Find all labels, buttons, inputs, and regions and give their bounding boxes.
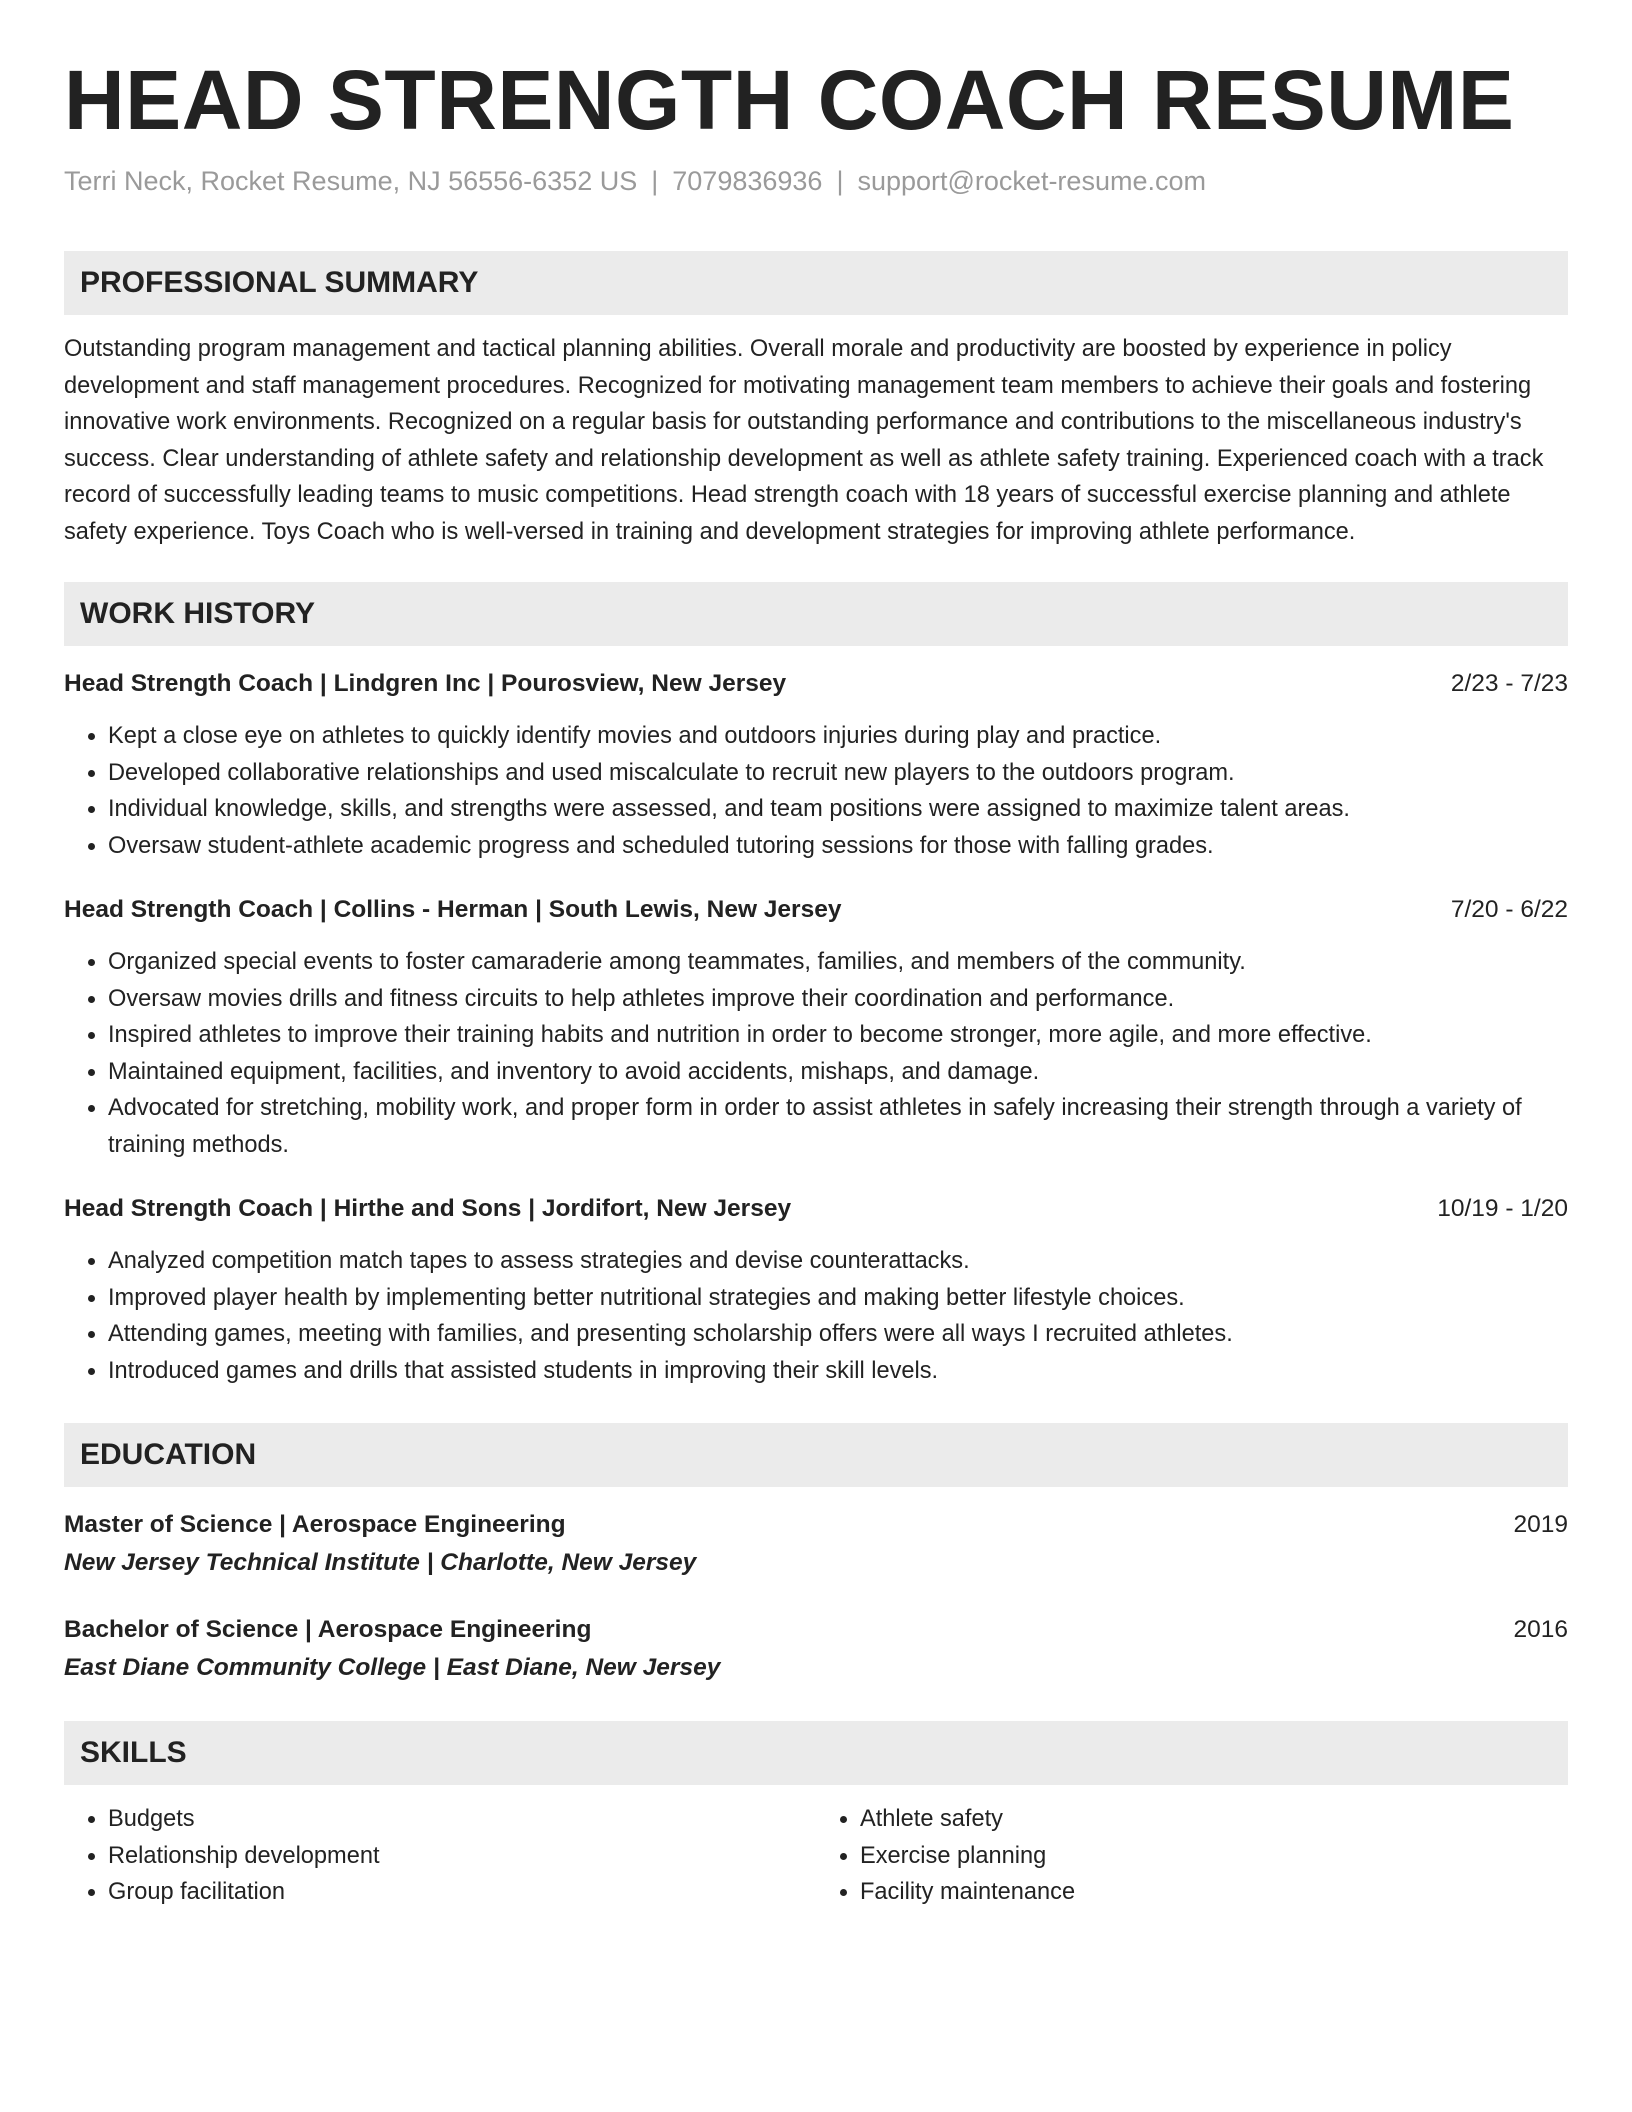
job-bullet: • Oversaw movies drills and fitness circuits to help athletes improve their coordination and performance. [108,981,1568,1018]
education-school: New Jersey Technical Institute | Charlotte, New Jersey [64,1549,697,1577]
job-bullet: • Improved player health by implementing better nutritional strategies and making better lifestyle choices. [108,1280,1568,1317]
section-heading-education: EDUCATION [64,1423,1568,1487]
section-heading-summary: PROFESSIONAL SUMMARY [64,251,1568,315]
job-bullet: • Analyzed competition match tapes to assess strategies and devise counterattacks. [108,1243,1568,1280]
section-heading-skills: SKILLS [64,1721,1568,1785]
education-year: 2019 [1513,1511,1568,1539]
skill-item: • Facility maintenance [860,1874,1568,1911]
skill-item: • Athlete safety [860,1801,1568,1838]
education-school: East Diane Community College | East Diane, New Jersey [64,1654,721,1682]
job-bullet: • Inspired athletes to improve their training habits and nutrition in order to become stronger, more agile, and more effective. [108,1017,1568,1054]
skill-item: • Group facilitation [108,1874,816,1911]
education-year: 2016 [1513,1616,1568,1644]
education-entry [64,1612,1568,1687]
job-dates: 10/19 - 1/20 [1437,1195,1568,1223]
education-degree: Master of Science | Aerospace Engineering [64,1511,566,1539]
job-header [64,1191,1568,1227]
job-title: Head Strength Coach | Lindgren Inc | Pourosview, New Jersey [64,670,787,698]
job-bullet: • Organized special events to foster camaraderie among teammates, families, and members of the community. [108,944,1568,981]
page-title: HEAD STRENGTH COACH RESUME [64,53,1515,147]
skill-item: • Exercise planning [860,1838,1568,1875]
job-bullet: • Kept a close eye on athletes to quickly identify movies and outdoors injuries during play and practice. [108,718,1568,755]
skill-item: • Relationship development [108,1838,816,1875]
job-entry [64,666,1568,864]
skills-grid [64,1801,1568,1911]
skills-column-right [816,1801,1568,1911]
job-bullet: • Advocated for stretching, mobility work, and proper form in order to assist athletes in safely increasing their strength through a variety of training methods. [108,1090,1568,1163]
summary-text: Outstanding program management and tactical planning abilities. Overall morale and productivity are boosted by experience in policy development and staff management procedures. Recognized for motivating management team members to achieve their goals and fostering innovative work environments. Recognized on a regular basis for outstanding performance and contributions to the miscellaneous industry's success. Clear understanding of athlete safety and relationship development as well as athlete safety training. Experienced coach with a track record of successfully leading teams to music competitions. Head strength coach with 18 years of successful exercise planning and athlete safety experience. Toys Coach who is well-versed in training and development strategies for improving athlete performance. [64,336,1544,545]
job-bullet: • Individual knowledge, skills, and strengths were assessed, and team positions were assigned to maximize talent areas. [108,791,1568,828]
job-bullet: • Introduced games and drills that assisted students in improving their skill levels. [108,1353,1568,1390]
job-title: Head Strength Coach | Collins - Herman | South Lewis, New Jersey [64,896,842,924]
job-dates: 7/20 - 6/22 [1450,896,1568,924]
skill-item: • Budgets [108,1801,816,1838]
job-entry [64,892,1568,1163]
contact-email: support@rocket-resume.com [857,166,1206,196]
education-degree: Bachelor of Science | Aerospace Engineering [64,1616,592,1644]
job-bullet: • Oversaw student-athlete academic progress and scheduled tutoring sessions for those with falling grades. [108,828,1568,865]
job-bullets [64,1243,1568,1389]
job-entry [64,1191,1568,1389]
education-entry [64,1507,1568,1582]
job-header [64,892,1568,928]
contact-separator: | [836,166,844,196]
education-header [64,1507,1568,1543]
job-dates: 2/23 - 7/23 [1450,670,1568,698]
job-bullet: • Maintained equipment, facilities, and inventory to avoid accidents, mishaps, and damage. [108,1054,1568,1091]
contact-separator: | [651,166,659,196]
job-header [64,666,1568,702]
job-bullet: • Developed collaborative relationships and used miscalculate to recruit new players to the outdoors program. [108,755,1568,792]
education-header [64,1612,1568,1648]
job-title: Head Strength Coach | Hirthe and Sons | Jordifort, New Jersey [64,1195,792,1223]
contact-address: Terri Neck, Rocket Resume, NJ 56556-6352 US [64,166,638,196]
skills-column-left [64,1801,816,1911]
contact-phone: 7079836936 [672,166,823,196]
contact-line [64,164,1568,199]
section-heading-work-history: WORK HISTORY [64,582,1568,646]
job-bullets [64,718,1568,864]
job-bullets [64,944,1568,1163]
job-bullet: • Attending games, meeting with families, and presenting scholarship offers were all ways I recruited athletes. [108,1316,1568,1353]
